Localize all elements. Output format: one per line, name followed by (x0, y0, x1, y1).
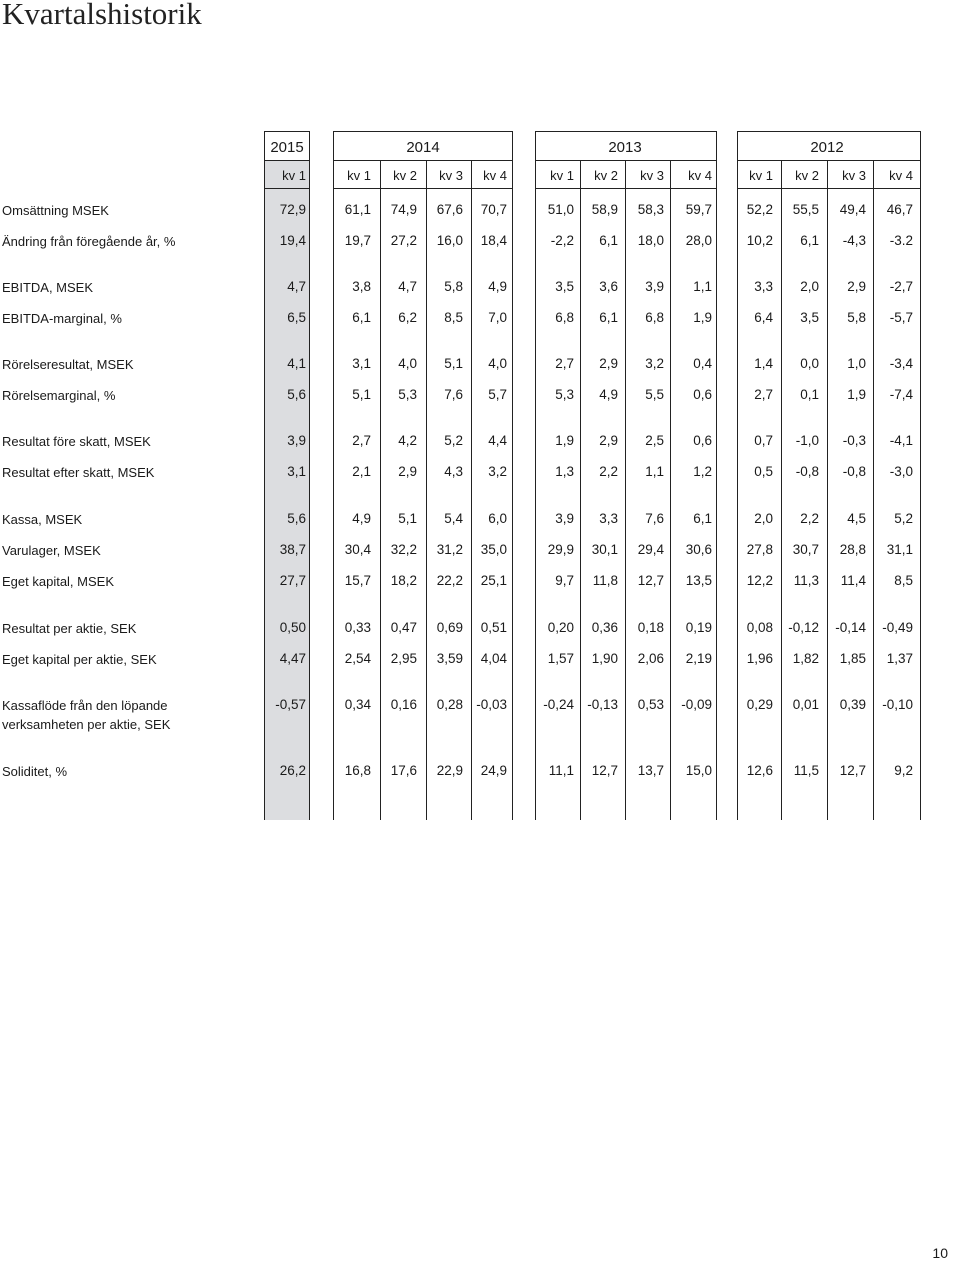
table-cell: 27,7 (279, 573, 306, 588)
quarter-divider (426, 160, 427, 820)
table-cell: 0,4 (693, 356, 712, 371)
table-cell: 2,54 (344, 651, 371, 666)
year-header: 2014 (406, 139, 440, 156)
table-cell: 5,1 (352, 387, 371, 402)
group-border-right (309, 131, 310, 820)
table-cell: -2,7 (889, 279, 913, 294)
table-cell: 0,50 (279, 620, 306, 635)
table-cell: -0,03 (476, 697, 507, 712)
table-cell: 5,4 (444, 511, 463, 526)
table-cell: 29,9 (547, 542, 574, 557)
quarter-divider (471, 160, 472, 820)
quarter-header: kv 1 (347, 168, 371, 183)
table-cell: 35,0 (480, 542, 507, 557)
row-label: Ändring från föregående år, % (2, 234, 176, 249)
table-cell: 4,1 (287, 356, 306, 371)
quarter-divider (873, 160, 874, 820)
quarter-header: kv 2 (393, 168, 417, 183)
table-cell: 0,34 (344, 697, 371, 712)
table-cell: 2,0 (800, 279, 819, 294)
table-cell: 2,9 (847, 279, 866, 294)
table-cell: 59,7 (685, 202, 712, 217)
table-cell: 30,6 (685, 542, 712, 557)
header-bottom-line (264, 188, 310, 189)
table-cell: 15,0 (685, 763, 712, 778)
quarter-divider (781, 160, 782, 820)
table-cell: 1,9 (555, 433, 574, 448)
table-cell: 13,7 (637, 763, 664, 778)
quarter-header: kv 4 (688, 168, 712, 183)
table-cell: 4,9 (599, 387, 618, 402)
table-cell: -0,24 (543, 697, 574, 712)
table-cell: 4,7 (287, 279, 306, 294)
row-label: Kassa, MSEK (2, 512, 83, 527)
table-cell: 5,8 (444, 279, 463, 294)
table-cell: -7,4 (889, 387, 913, 402)
year-separator-line (535, 160, 717, 161)
quarter-header: kv 1 (749, 168, 773, 183)
table-cell: 29,4 (637, 542, 664, 557)
table-cell: 1,4 (754, 356, 773, 371)
table-cell: 6,1 (800, 233, 819, 248)
table-cell: 12,6 (746, 763, 773, 778)
table-cell: 0,39 (839, 697, 866, 712)
row-label: Resultat per aktie, SEK (2, 621, 137, 636)
row-label: Eget kapital, MSEK (2, 574, 114, 589)
table-cell: 3,8 (352, 279, 371, 294)
table-cell: 11,5 (793, 763, 819, 778)
table-cell: 6,8 (555, 310, 574, 325)
table-cell: 22,9 (436, 763, 463, 778)
table-cell: 1,37 (886, 651, 913, 666)
table-cell: 1,90 (591, 651, 618, 666)
table-cell: 38,7 (279, 542, 306, 557)
table-cell: 4,9 (488, 279, 507, 294)
quarter-header: kv 4 (483, 168, 507, 183)
table-cell: 3,59 (436, 651, 463, 666)
table-cell: 2,7 (555, 356, 574, 371)
table-cell: 12,7 (591, 763, 618, 778)
table-cell: 12,7 (637, 573, 664, 588)
table-cell: 9,7 (555, 573, 574, 588)
table-cell: 1,82 (792, 651, 819, 666)
table-cell: 0,33 (344, 620, 371, 635)
table-cell: 6,5 (287, 310, 306, 325)
table-cell: -0,14 (835, 620, 866, 635)
group-border-right (920, 131, 921, 820)
row-label: Omsättning MSEK (2, 203, 109, 218)
quarter-header: kv 3 (640, 168, 664, 183)
table-cell: 0,1 (800, 387, 819, 402)
table-cell: 17,6 (390, 763, 417, 778)
table-cell: 0,6 (693, 433, 712, 448)
row-label: Rörelseresultat, MSEK (2, 357, 134, 372)
table-cell: -0,3 (842, 433, 866, 448)
table-cell: -0,12 (788, 620, 819, 635)
table-cell: -0,57 (275, 697, 306, 712)
table-cell: 2,06 (637, 651, 664, 666)
table-cell: 8,5 (444, 310, 463, 325)
table-cell: 2,9 (398, 464, 417, 479)
table-cell: 18,4 (480, 233, 507, 248)
table-cell: 1,0 (847, 356, 866, 371)
table-cell: 0,53 (637, 697, 664, 712)
year-header: 2012 (810, 139, 844, 156)
quarter-header: kv 2 (594, 168, 618, 183)
table-cell: 2,0 (754, 511, 773, 526)
table-cell: 4,5 (847, 511, 866, 526)
table-cell: 18,2 (390, 573, 417, 588)
table-cell: 30,1 (591, 542, 618, 557)
table-cell: 6,1 (599, 310, 618, 325)
table-cell: 4,9 (352, 511, 371, 526)
current-year-highlight (264, 160, 309, 820)
table-cell: 6,1 (352, 310, 371, 325)
table-cell: 2,95 (390, 651, 417, 666)
group-top-line (333, 131, 513, 132)
table-cell: 19,4 (279, 233, 306, 248)
table-cell: 0,0 (800, 356, 819, 371)
row-label: Eget kapital per aktie, SEK (2, 652, 157, 667)
table-cell: 1,85 (839, 651, 866, 666)
quarter-header: kv 1 (282, 168, 306, 183)
table-cell: -1,0 (795, 433, 819, 448)
table-cell: 5,5 (645, 387, 664, 402)
table-cell: 2,2 (800, 511, 819, 526)
header-bottom-line (737, 188, 921, 189)
table-cell: 6,2 (398, 310, 417, 325)
row-label: EBITDA, MSEK (2, 280, 94, 295)
header-bottom-line (333, 188, 513, 189)
year-header: 2013 (608, 139, 642, 156)
quarter-header: kv 3 (439, 168, 463, 183)
table-cell: -0,13 (587, 697, 618, 712)
header-bottom-line (535, 188, 717, 189)
table-cell: 3,5 (555, 279, 574, 294)
table-cell: 0,7 (754, 433, 773, 448)
table-cell: 1,3 (555, 464, 574, 479)
table-cell: 3,5 (800, 310, 819, 325)
table-cell: 1,1 (693, 279, 712, 294)
table-cell: 1,1 (645, 464, 664, 479)
table-cell: 25,1 (480, 573, 507, 588)
quarter-divider (580, 160, 581, 820)
table-cell: 6,1 (693, 511, 712, 526)
table-cell: -0,09 (681, 697, 712, 712)
table-cell: 12,7 (839, 763, 866, 778)
table-cell: 0,29 (746, 697, 773, 712)
table-cell: 4,0 (398, 356, 417, 371)
table-cell: 3,9 (645, 279, 664, 294)
table-cell: 2,1 (352, 464, 371, 479)
table-cell: 1,9 (693, 310, 712, 325)
table-cell: 0,20 (547, 620, 574, 635)
table-cell: 0,16 (390, 697, 417, 712)
quarter-divider (380, 160, 381, 820)
table-cell: 3,6 (599, 279, 618, 294)
table-cell: 3,3 (754, 279, 773, 294)
table-cell: 10,2 (746, 233, 773, 248)
table-cell: 27,8 (746, 542, 773, 557)
table-cell: 46,7 (886, 202, 913, 217)
table-cell: 4,47 (279, 651, 306, 666)
table-cell: -0,8 (842, 464, 866, 479)
table-cell: 49,4 (839, 202, 866, 217)
table-cell: -5,7 (889, 310, 913, 325)
table-cell: 4,0 (488, 356, 507, 371)
table-cell: 0,5 (754, 464, 773, 479)
table-cell: 58,3 (637, 202, 664, 217)
table-cell: 22,2 (436, 573, 463, 588)
year-separator-line (264, 160, 310, 161)
table-cell: 18,0 (637, 233, 664, 248)
quarter-header: kv 3 (842, 168, 866, 183)
table-cell: 31,1 (886, 542, 913, 557)
table-cell: 2,5 (645, 433, 664, 448)
table-cell: -2,2 (550, 233, 574, 248)
table-cell: 3,9 (287, 433, 306, 448)
table-cell: -3,0 (889, 464, 913, 479)
table-cell: 6,8 (645, 310, 664, 325)
table-cell: 5,2 (444, 433, 463, 448)
table-cell: 31,2 (436, 542, 463, 557)
table-cell: 2,9 (599, 356, 618, 371)
table-cell: 4,7 (398, 279, 417, 294)
table-cell: 24,9 (480, 763, 507, 778)
table-cell: 72,9 (279, 202, 306, 217)
table-cell: 5,6 (287, 511, 306, 526)
group-top-line (737, 131, 921, 132)
table-cell: 6,4 (754, 310, 773, 325)
table-cell: 55,5 (792, 202, 819, 217)
table-cell: 4,2 (398, 433, 417, 448)
table-cell: 52,2 (746, 202, 773, 217)
table-cell: 12,2 (746, 573, 773, 588)
table-cell: 58,9 (591, 202, 618, 217)
table-cell: -4,3 (842, 233, 866, 248)
table-cell: 0,08 (746, 620, 773, 635)
table-cell: 74,9 (390, 202, 417, 217)
row-label: Resultat efter skatt, MSEK (2, 465, 155, 480)
table-cell: 0,18 (637, 620, 664, 635)
table-cell: 7,6 (645, 511, 664, 526)
quarter-header: kv 1 (550, 168, 574, 183)
table-cell: 28,0 (685, 233, 712, 248)
quarter-header: kv 4 (889, 168, 913, 183)
table-cell: 61,1 (344, 202, 371, 217)
table-cell: 28,8 (839, 542, 866, 557)
table-cell: 5,7 (488, 387, 507, 402)
row-label: Rörelsemarginal, % (2, 388, 116, 403)
group-top-line (535, 131, 717, 132)
table-cell: 19,7 (344, 233, 371, 248)
table-cell: 6,0 (488, 511, 507, 526)
table-cell: 2,7 (352, 433, 371, 448)
table-cell: 0,19 (685, 620, 712, 635)
table-cell: 26,2 (279, 763, 306, 778)
page-title: Kvartalshistorik (2, 0, 202, 31)
table-cell: 0,47 (390, 620, 417, 635)
table-cell: 16,8 (344, 763, 371, 778)
table-cell: 27,2 (390, 233, 417, 248)
table-cell: 70,7 (480, 202, 507, 217)
quarter-divider (670, 160, 671, 820)
table-cell: 2,2 (599, 464, 618, 479)
table-cell: 0,6 (693, 387, 712, 402)
table-cell: 3,9 (555, 511, 574, 526)
table-cell: 2,7 (754, 387, 773, 402)
table-cell: 11,4 (840, 573, 866, 588)
row-label: Varulager, MSEK (2, 543, 101, 558)
table-cell: 1,96 (746, 651, 773, 666)
table-cell: 5,8 (847, 310, 866, 325)
table-cell: 5,6 (287, 387, 306, 402)
table-cell: 16,0 (436, 233, 463, 248)
table-cell: 3,3 (599, 511, 618, 526)
table-cell: 11,1 (548, 763, 574, 778)
table-cell: 2,19 (685, 651, 712, 666)
table-cell: -0,49 (882, 620, 913, 635)
group-border-right (512, 131, 513, 820)
row-label: Resultat före skatt, MSEK (2, 434, 151, 449)
table-cell: 3,1 (287, 464, 306, 479)
table-cell: 51,0 (547, 202, 574, 217)
table-cell: 11,3 (793, 573, 819, 588)
table-cell: 4,4 (488, 433, 507, 448)
table-cell: 5,1 (444, 356, 463, 371)
table-cell: 5,3 (398, 387, 417, 402)
table-cell: -0,8 (795, 464, 819, 479)
table-cell: -4,1 (889, 433, 913, 448)
table-cell: 5,3 (555, 387, 574, 402)
year-header: 2015 (270, 139, 304, 156)
table-cell: 7,0 (488, 310, 507, 325)
table-cell: 5,2 (894, 511, 913, 526)
table-cell: 3,2 (645, 356, 664, 371)
table-cell: 32,2 (390, 542, 417, 557)
page-number: 10 (932, 1245, 948, 1261)
group-border-right (716, 131, 717, 820)
table-cell: 15,7 (344, 573, 371, 588)
table-cell: 1,9 (847, 387, 866, 402)
quarter-header: kv 2 (795, 168, 819, 183)
row-label: EBITDA-marginal, % (2, 311, 122, 326)
table-cell: 0,28 (436, 697, 463, 712)
table-cell: 7,6 (444, 387, 463, 402)
table-cell: -0,10 (882, 697, 913, 712)
row-label: Kassaflöde från den löpande verksamheten per aktie, SEK (2, 698, 171, 732)
table-cell: 0,01 (792, 697, 819, 712)
table-cell: 9,2 (894, 763, 913, 778)
table-cell: -3,4 (889, 356, 913, 371)
year-separator-line (333, 160, 513, 161)
table-cell: 2,9 (599, 433, 618, 448)
table-cell: 0,36 (591, 620, 618, 635)
quarter-divider (625, 160, 626, 820)
row-label: Soliditet, % (2, 764, 68, 779)
year-separator-line (737, 160, 921, 161)
table-cell: 8,5 (894, 573, 913, 588)
table-cell: 30,7 (792, 542, 819, 557)
table-cell: 11,8 (592, 573, 618, 588)
table-cell: -3.2 (889, 233, 913, 248)
table-cell: 67,6 (436, 202, 463, 217)
table-cell: 0,51 (480, 620, 507, 635)
table-cell: 1,2 (693, 464, 712, 479)
table-cell: 4,3 (444, 464, 463, 479)
quarter-divider (827, 160, 828, 820)
table-cell: 5,1 (398, 511, 417, 526)
table-cell: 1,57 (547, 651, 574, 666)
table-cell: 3,2 (488, 464, 507, 479)
group-top-line (264, 131, 310, 132)
table-cell: 0,69 (436, 620, 463, 635)
table-cell: 3,1 (352, 356, 371, 371)
table-cell: 4,04 (480, 651, 507, 666)
table-cell: 13,5 (685, 573, 712, 588)
table-cell: 6,1 (599, 233, 618, 248)
table-cell: 30,4 (344, 542, 371, 557)
